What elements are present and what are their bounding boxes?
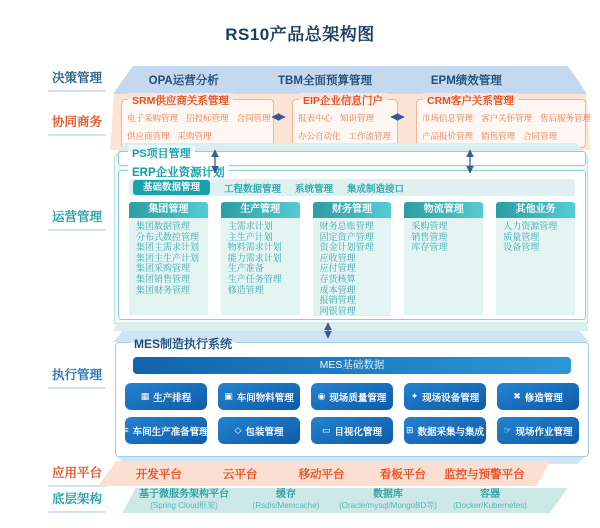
mes-module-label: 现场质量管理 — [329, 392, 387, 404]
erp-module-item: 能力需求计划 — [227, 252, 282, 263]
infra-item — [235, 489, 337, 513]
schedule-icon: ▦ — [140, 391, 150, 401]
mes-button-row-2 — [125, 417, 579, 444]
erp-module-item: 设备管理 — [503, 242, 540, 253]
decision-platform-item: OPA运营分析 — [148, 75, 219, 87]
erp-module-item: 集团主生产计划 — [136, 252, 200, 263]
srm-group-title: SRM供应商关系管理 — [128, 93, 233, 108]
preparation-icon: ≡ — [123, 425, 129, 435]
infra-item-name: 基于微服务架构平台 — [139, 489, 229, 500]
infra-item-detail: (Rsdis/Memcache) — [252, 501, 320, 510]
erp-module-item: 存货核算 — [319, 273, 356, 284]
operation-box-bottom-face — [113, 322, 589, 331]
module-item: 电子采购管理 — [127, 113, 179, 123]
module-item: 产品报价管理 — [422, 131, 474, 141]
erp-tab[interactable]: 工程数据管理 — [224, 183, 282, 195]
infra-item-detail: (Spring Cloud框架) — [150, 501, 218, 510]
erp-tab[interactable]: 系统管理 — [295, 183, 334, 195]
decision-band-items — [113, 66, 537, 94]
erp-module-item: 主生产计划 — [227, 231, 273, 242]
erp-module-item: 集团销售管理 — [136, 273, 191, 284]
module-item: 知识管理 — [340, 113, 375, 123]
mes-box — [115, 337, 589, 457]
erp-module-item: 采购管理 — [411, 221, 448, 231]
mes-module-label: 现场作业管理 — [515, 426, 573, 438]
erp-module-item: 质量管理 — [503, 231, 540, 242]
mes-button-row-1 — [125, 383, 579, 410]
infra-item — [337, 489, 439, 513]
infra-item-name: 缓存 — [276, 489, 296, 500]
infra-item-name: 容器 — [480, 489, 500, 500]
erp-column — [129, 202, 208, 315]
erp-module-item: 集团数据管理 — [136, 221, 191, 231]
erp-module-item: 生产准备 — [227, 263, 264, 274]
equipment-icon: ✦ — [410, 391, 419, 401]
erp-module-item: 报销管理 — [319, 295, 356, 306]
module-item: 销售管理 — [481, 131, 516, 141]
rail-label-app-platform: 应用平台 — [42, 467, 112, 487]
eip-group-box — [292, 95, 398, 148]
app-platform-item: 开发平台 — [135, 468, 182, 481]
material-icon: ▣ — [224, 391, 233, 401]
app-platform-item: 看板平台 — [379, 468, 426, 481]
hand-pointer-icon: ☞ — [503, 425, 512, 435]
mes-module-button[interactable] — [497, 417, 579, 444]
erp-column-header: 其他业务 — [496, 202, 575, 218]
erp-column — [313, 202, 392, 315]
module-item: 合同管理 — [236, 113, 271, 123]
erp-module-item: 物料需求计划 — [227, 242, 282, 253]
module-item: 售后服务管理 — [540, 113, 592, 123]
collaboration-groups — [121, 95, 592, 146]
module-row — [422, 130, 580, 142]
module-row — [422, 112, 592, 124]
erp-column-body — [313, 218, 392, 316]
package-icon: ◇ — [234, 425, 242, 435]
erp-module-item: 修造管理 — [227, 284, 264, 295]
erp-column-header: 集团管理 — [129, 202, 208, 218]
crm-group-title: CRM客户关系管理 — [423, 93, 518, 108]
erp-module-item: 财务总账管理 — [319, 221, 374, 231]
infrastructure-items — [133, 489, 541, 513]
erp-tab[interactable]: 集成制造接口 — [347, 183, 405, 195]
erp-columns — [129, 202, 575, 315]
erp-module-item: 集团主需求计划 — [136, 242, 200, 253]
app-platform-item: 监控与预警平台 — [444, 468, 525, 481]
module-item: 报表中心 — [298, 113, 333, 123]
erp-column-body — [221, 218, 300, 315]
module-item: 供应商管理 — [127, 131, 170, 141]
erp-module-item: 分布式数控管理 — [136, 231, 200, 242]
mes-module-label: 车间生产准备管理 — [132, 426, 209, 438]
module-item: 市场信息管理 — [422, 113, 474, 123]
infra-item-detail: (Oracle/mysql/MongoBD等) — [339, 501, 437, 510]
erp-title: ERP企业资源计划 — [128, 164, 229, 180]
rail-label-collaboration: 协同商务 — [42, 116, 112, 136]
erp-column — [404, 202, 483, 315]
mes-title: MES制造执行系统 — [130, 335, 236, 352]
erp-module-item: 生产任务管理 — [227, 273, 282, 284]
rail-label-execution: 执行管理 — [42, 369, 112, 389]
erp-module-item: 主需求计划 — [227, 221, 273, 231]
repair-icon: ✖ — [513, 391, 521, 401]
erp-column-body — [496, 218, 575, 315]
module-item: 办公自动化 — [298, 131, 341, 141]
erp-column-header: 生产管理 — [221, 202, 300, 218]
erp-column — [221, 202, 300, 315]
erp-module-item: 集团采购管理 — [136, 263, 191, 274]
mes-module-button[interactable] — [311, 417, 393, 444]
mes-module-button[interactable] — [311, 383, 393, 410]
erp-module-item: 资金计划管理 — [319, 242, 374, 253]
module-row — [127, 130, 268, 142]
decision-platform-item: TBM全面预算管理 — [278, 75, 372, 87]
erp-tab-bar — [129, 179, 575, 196]
erp-module-item: 库存管理 — [411, 242, 448, 253]
mes-module-label: 目视化管理 — [334, 426, 383, 438]
srm-group-box — [121, 95, 274, 148]
mes-module-button[interactable] — [125, 417, 207, 444]
rail-label-decision: 决策管理 — [42, 72, 112, 92]
module-item: 工作流管理 — [348, 131, 392, 141]
page-title: RS10产品总架构图 — [225, 25, 375, 44]
module-row — [127, 112, 271, 124]
rail-label-operation: 运营管理 — [42, 211, 112, 231]
module-row — [298, 112, 392, 124]
infra-item-detail: (Docker/Kubernetes) — [453, 501, 527, 510]
mes-module-button[interactable] — [404, 383, 486, 410]
mes-module-label: 包装管理 — [245, 426, 284, 438]
module-row — [298, 130, 392, 142]
erp-column-header: 物流管理 — [404, 202, 483, 218]
rail-label-infrastructure: 底层架构 — [42, 493, 112, 513]
erp-module-item: 应付管理 — [319, 263, 356, 274]
crm-group-box — [416, 95, 592, 148]
quality-icon: ◉ — [317, 391, 326, 401]
erp-tab-basic-data[interactable]: 基础数据管理 — [133, 180, 210, 195]
erp-column — [496, 202, 575, 315]
mes-module-button[interactable] — [497, 383, 579, 410]
eip-group-title: EIP企业信息门户 — [299, 93, 387, 108]
erp-module-item: 销售管理 — [411, 231, 448, 242]
infra-item — [439, 489, 541, 513]
app-platform-item: 云平台 — [222, 468, 258, 481]
erp-module-item: 应收管理 — [319, 252, 356, 263]
module-item: 客户关怀管理 — [481, 113, 533, 123]
decision-platform-item: EPM绩效管理 — [430, 75, 502, 87]
mes-base-data-bar: MES基础数据 — [133, 357, 571, 374]
erp-module-item: 网银管理 — [319, 305, 356, 316]
mes-module-label: 生产排程 — [153, 392, 192, 404]
infra-item — [133, 489, 235, 513]
mes-module-label: 现场设备管理 — [422, 392, 480, 404]
mes-module-label: 车间物料管理 — [236, 392, 294, 404]
module-item: 合同管理 — [523, 131, 558, 141]
infra-item-name: 数据库 — [373, 489, 403, 500]
mes-module-button[interactable] — [404, 417, 486, 444]
mes-module-button[interactable] — [218, 383, 300, 410]
ps-project-title: PS项目管理 — [128, 145, 195, 161]
mes-module-label: 数据采集与集成 — [417, 426, 485, 438]
erp-column-header: 财务管理 — [313, 202, 392, 218]
monitor-icon: ▭ — [321, 425, 331, 435]
erp-column-body — [129, 218, 208, 315]
app-platform-item: 移动平台 — [298, 468, 345, 481]
erp-module-item: 成本管理 — [319, 284, 356, 295]
module-item: 采购管理 — [177, 131, 212, 141]
mes-module-label: 修造管理 — [524, 392, 563, 404]
data-collect-icon: ⊞ — [405, 425, 414, 435]
mes-module-button[interactable] — [218, 417, 300, 444]
module-item: 招投标管理 — [186, 113, 229, 123]
erp-module-item: 人力资源管理 — [503, 221, 558, 231]
erp-module-item: 集团财务管理 — [136, 284, 191, 295]
erp-module-item: 固定资产管理 — [319, 231, 374, 242]
erp-box — [118, 167, 586, 320]
erp-column-body — [404, 218, 483, 315]
app-platform-items — [118, 461, 525, 486]
mes-module-button[interactable] — [125, 383, 207, 410]
